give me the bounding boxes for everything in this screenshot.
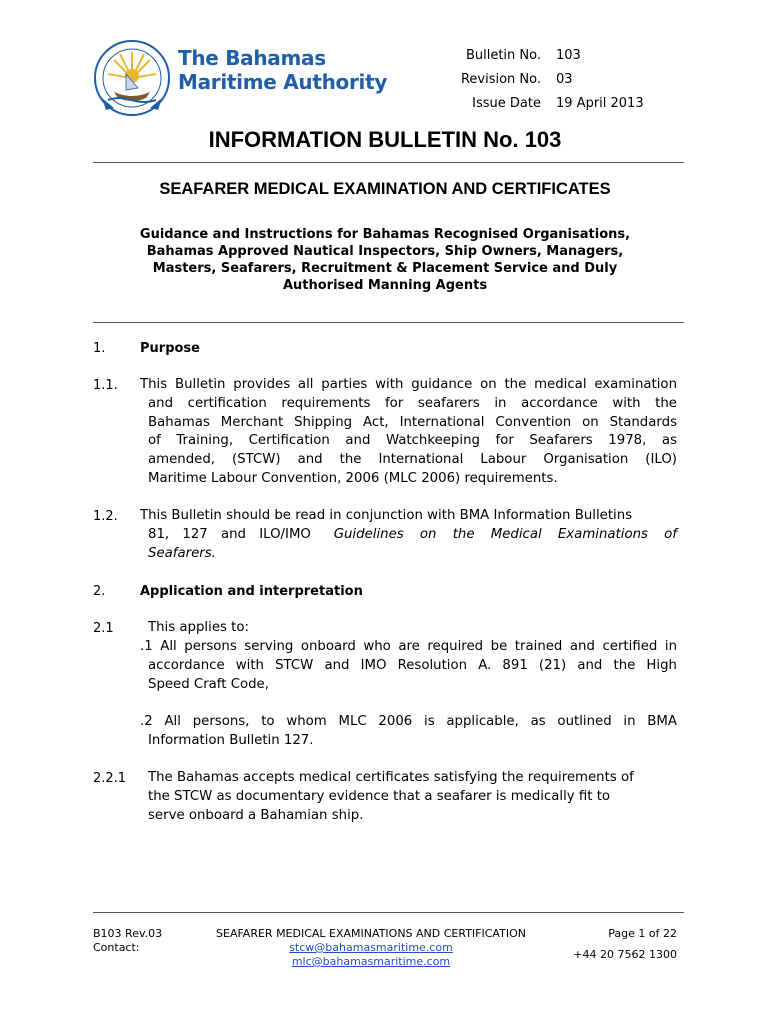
paragraph-line: Information Bulletin 127.: [148, 732, 314, 748]
divider: [93, 162, 684, 163]
paragraph-line: of Training, Certification and Watchkeeping for Seafarers 1978, as: [148, 433, 677, 449]
paragraph-line: [140, 545, 677, 564]
issue-date-value: 19 April 2013: [556, 96, 644, 111]
footer-divider: [93, 912, 684, 913]
paragraph-line: .2 All persons, to whom MLC 2006 is applicable, as outlined in BMA: [140, 714, 677, 729]
section-1-number: 1.: [93, 341, 106, 356]
section-1-heading: Purpose: [140, 341, 200, 356]
paragraph-line: This applies to:: [148, 620, 249, 635]
section-2-number: 2.: [93, 584, 106, 599]
revision-label: Revision No.: [460, 72, 541, 87]
guidelines-reference: Guidelines on the Medical Examinations of: [333, 526, 677, 542]
paragraph-line: Bahamas Merchant Shipping Act, International Convention on Standards: [148, 414, 677, 430]
issue-date-label: Issue Date: [472, 96, 541, 111]
bulletin-subtitle: SEAFARER MEDICAL EXAMINATION AND CERTIFICATES: [159, 180, 611, 198]
paragraph-line: accordance with STCW and IMO Resolution A. 891 (21) and the High: [148, 657, 677, 673]
paragraph-line: This Bulletin provides all parties with guidance on the medical examination: [140, 377, 677, 392]
footer-email-mlc[interactable]: mlc@bahamasmaritime.com: [291, 955, 451, 968]
bulletin-label: Bulletin No.: [465, 48, 541, 63]
paragraph-line: serve onboard a Bahamian ship.: [148, 807, 364, 823]
section-2-1-item-2: [140, 713, 677, 751]
section-2-1-number: 2.1: [93, 621, 114, 636]
section-1-1-number: 1.1.: [93, 378, 118, 393]
section-1-2-paragraph: [140, 507, 677, 563]
guidelines-reference-cont: Seafarers.: [148, 545, 216, 561]
bma-crest-logo: [92, 38, 172, 118]
section-2-2-1-paragraph: [148, 769, 677, 825]
org-name-line2: Maritime Authority: [178, 70, 388, 94]
section-2-1-item-1: [140, 638, 677, 694]
org-name-line1: The Bahamas: [178, 46, 326, 70]
paragraph-line: and certification requirements for seafarers in accordance with the: [148, 395, 677, 411]
footer-phone: +44 20 7562 1300: [573, 948, 677, 961]
footer-title: SEAFARER MEDICAL EXAMINATIONS AND CERTIFICATION: [216, 927, 526, 940]
footer-email-stcw[interactable]: stcw@bahamasmaritime.com: [289, 941, 453, 954]
section-2-2-1-number: 2.2.1: [93, 771, 127, 786]
paragraph-line: This Bulletin should be read in conjunction with BMA Information Bulletins: [140, 508, 633, 523]
footer-contact-label: Contact:: [93, 941, 140, 954]
section-2-heading: Application and interpretation: [140, 584, 363, 599]
guidance-line: Bahamas Approved Nautical Inspectors, Ship Owners, Managers,: [146, 244, 624, 259]
footer-page-number: Page 1 of 22: [608, 927, 677, 940]
paragraph-line: .1 All persons serving onboard who are required be trained and certified in: [140, 639, 677, 654]
paragraph-line: Speed Craft Code,: [148, 676, 269, 692]
guidance-block: [100, 226, 670, 294]
section-1-2-number: 1.2.: [93, 509, 118, 524]
section-2-1-intro: [148, 619, 677, 638]
bulletin-title: INFORMATION BULLETIN No. 103: [208, 127, 562, 152]
paragraph-line: amended, (STCW) and the International Labour Organisation (ILO): [148, 452, 677, 468]
footer-doc-ref: B103 Rev.03: [93, 927, 163, 940]
section-1-1-paragraph: [140, 376, 677, 489]
bulletin-value: 103: [556, 48, 581, 63]
paragraph-line: the STCW as documentary evidence that a seafarer is medically fit to: [148, 788, 611, 804]
paragraph-line: The Bahamas accepts medical certificates satisfying the requirements of: [148, 770, 634, 785]
guidance-line: Masters, Seafarers, Recruitment & Placement Service and Duly: [152, 261, 618, 276]
paragraph-line: [140, 526, 677, 545]
guidance-line: Authorised Manning Agents: [282, 278, 488, 293]
revision-value: 03: [556, 72, 573, 87]
guidance-line: Guidance and Instructions for Bahamas Recognised Organisations,: [139, 227, 631, 242]
divider: [93, 322, 684, 323]
paragraph-line: Maritime Labour Convention, 2006 (MLC 2006) requirements.: [148, 470, 558, 486]
paragraph-text: 81, 127 and ILO/IMO: [148, 526, 311, 542]
